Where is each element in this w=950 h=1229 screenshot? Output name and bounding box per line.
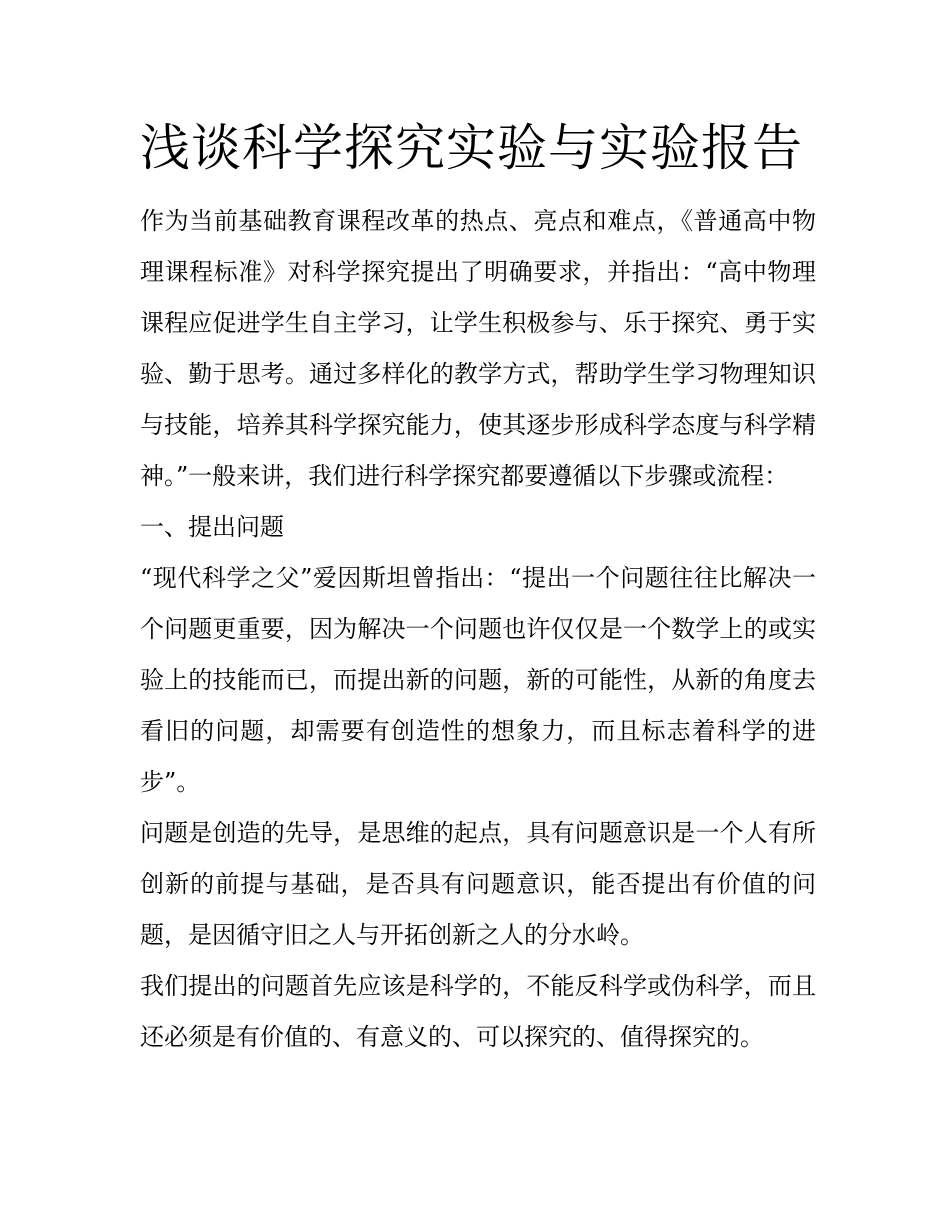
problem-awareness-paragraph: 问题是创造的先导，是思维的起点，具有问题意识是一个人有所创新的前提与基础，是否具有问题意识，能否提出有价值的问题，是因循守旧之人与开拓创新之人的分水岭。: [140, 819, 816, 949]
scientific-question-paragraph: 我们提出的问题首先应该是科学的，不能反科学或伪科学，而且还必须是有价值的、有意义的、可以探究的、值得探究的。: [140, 972, 816, 1051]
document-body: [140, 116, 816, 1063]
section-heading-raise-question: 一、提出问题: [140, 513, 284, 541]
einstein-quote-paragraph: “现代科学之父”爱因斯坦曾指出：“提出一个问题往往比解决一个问题更重要，因为解决一个问题也许仅仅是一个数学上的或实验上的技能而已，而提出新的问题，新的可能性，从新的角度去看旧的问题，却需要有创造性的想象力，而且标志着科学的进步”。: [140, 564, 816, 796]
document-title: 浅谈科学探究实验与实验报告: [140, 119, 803, 177]
intro-paragraph: 作为当前基础教育课程改革的热点、亮点和难点，《普通高中物理课程标准》对科学探究提出了明确要求，并指出：“高中物理课程应促进学生自主学习，让学生积极参与、乐于探究、勇于实验、勤于思考。通过多样化的教学方式，帮助学生学习物理知识与技能，培养其科学探究能力，使其逐步形成科学态度与科学精神。”一般来讲，我们进行科学探究都要遵循以下步骤或流程：: [140, 207, 816, 490]
